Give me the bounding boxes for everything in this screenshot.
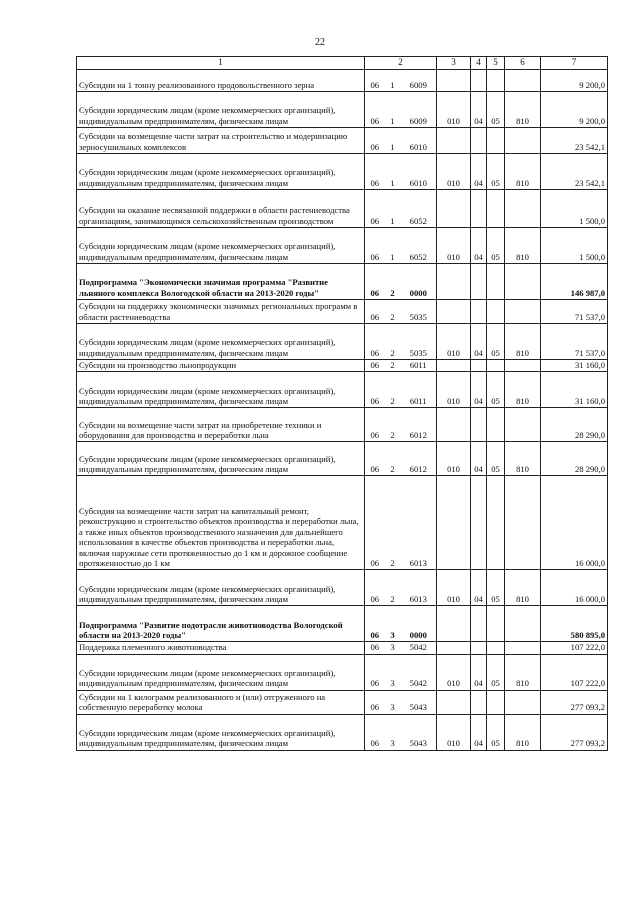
table-row — [77, 372, 608, 408]
row-expense-group: 010 — [437, 324, 471, 360]
row-section: 04 — [471, 570, 487, 606]
row-expense-group: 010 — [437, 714, 471, 750]
table-row — [77, 128, 608, 154]
row-expense-type: 810 — [505, 442, 541, 476]
row-code-direction: 6052 — [401, 228, 437, 264]
row-code-program: 06 — [365, 92, 385, 128]
table-row — [77, 642, 608, 654]
row-section — [471, 476, 487, 570]
table-row — [77, 228, 608, 264]
row-code-direction: 6009 — [401, 70, 437, 92]
row-subsection — [487, 476, 505, 570]
row-subsection: 05 — [487, 442, 505, 476]
table-row — [77, 690, 608, 714]
row-code-program: 06 — [365, 654, 385, 690]
row-expense-type — [505, 408, 541, 442]
row-amount: 1 500,0 — [541, 190, 608, 228]
row-expense-group: 010 — [437, 442, 471, 476]
row-expense-type: 810 — [505, 570, 541, 606]
row-code-direction: 5035 — [401, 300, 437, 324]
row-code-program: 06 — [365, 324, 385, 360]
row-amount: 31 160,0 — [541, 372, 608, 408]
row-code-subprogram: 1 — [385, 92, 401, 128]
row-subsection — [487, 128, 505, 154]
row-code-subprogram: 1 — [385, 128, 401, 154]
row-section: 04 — [471, 654, 487, 690]
row-subsection: 05 — [487, 154, 505, 190]
row-expense-group — [437, 190, 471, 228]
row-section: 04 — [471, 324, 487, 360]
row-name: Субсидии юридическим лицам (кроме некоммерческих организаций), индивидуальным предпринимателям, физическим лицам — [77, 570, 365, 606]
row-subsection: 05 — [487, 714, 505, 750]
row-subsection: 05 — [487, 324, 505, 360]
table-row — [77, 570, 608, 606]
row-expense-group: 010 — [437, 92, 471, 128]
row-section — [471, 606, 487, 642]
row-name: Субсидии на 1 тонну реализованного продовольственного зерна — [77, 70, 365, 92]
row-expense-group — [437, 408, 471, 442]
row-section — [471, 190, 487, 228]
row-code-direction: 6010 — [401, 154, 437, 190]
row-section: 04 — [471, 372, 487, 408]
row-section — [471, 70, 487, 92]
row-code-subprogram: 2 — [385, 570, 401, 606]
row-code-direction: 6052 — [401, 190, 437, 228]
row-code-direction: 5042 — [401, 654, 437, 690]
row-expense-group: 010 — [437, 372, 471, 408]
table-row — [77, 92, 608, 128]
row-code-subprogram: 1 — [385, 70, 401, 92]
row-expense-type — [505, 128, 541, 154]
row-name: Субсидии на возмещение части затрат на приобретение техники и оборудования для производства и переработки льна — [77, 408, 365, 442]
table-row — [77, 606, 608, 642]
row-name: Субсидии на оказание несвязанной поддержки в области растениеводства организациям, занимающимся сельскохозяйственным производством — [77, 190, 365, 228]
row-code-direction: 6009 — [401, 92, 437, 128]
row-section — [471, 360, 487, 372]
row-expense-type — [505, 300, 541, 324]
row-amount: 28 290,0 — [541, 442, 608, 476]
row-expense-type — [505, 264, 541, 300]
row-code-direction: 5042 — [401, 642, 437, 654]
row-amount: 9 200,0 — [541, 70, 608, 92]
row-section — [471, 264, 487, 300]
row-expense-group — [437, 360, 471, 372]
row-code-program: 06 — [365, 228, 385, 264]
row-code-direction: 6012 — [401, 408, 437, 442]
row-code-subprogram: 2 — [385, 360, 401, 372]
row-section — [471, 690, 487, 714]
table-row — [77, 442, 608, 476]
row-code-program: 06 — [365, 70, 385, 92]
row-code-program: 06 — [365, 128, 385, 154]
table-row — [77, 264, 608, 300]
row-code-direction: 6013 — [401, 476, 437, 570]
row-name: Подпрограмма "Развитие подотрасли животноводства Вологодской области на 2013-2020 годы" — [77, 606, 365, 642]
row-name: Подпрограмма "Экономически значимая программа "Развитие льняного комплекса Вологодской области на 2013-2020 годы" — [77, 264, 365, 300]
row-code-program: 06 — [365, 690, 385, 714]
row-subsection: 05 — [487, 372, 505, 408]
row-code-program: 06 — [365, 606, 385, 642]
row-subsection — [487, 606, 505, 642]
row-code-program: 06 — [365, 190, 385, 228]
row-subsection — [487, 408, 505, 442]
row-section: 04 — [471, 92, 487, 128]
row-code-subprogram: 2 — [385, 264, 401, 300]
row-amount: 23 542,1 — [541, 154, 608, 190]
row-name: Субсидии юридическим лицам (кроме некоммерческих организаций), индивидуальным предпринимателям, физическим лицам — [77, 154, 365, 190]
row-expense-type: 810 — [505, 228, 541, 264]
row-amount: 146 987,0 — [541, 264, 608, 300]
row-subsection — [487, 190, 505, 228]
row-code-program: 06 — [365, 154, 385, 190]
table-row — [77, 70, 608, 92]
table-row — [77, 300, 608, 324]
row-code-subprogram: 2 — [385, 324, 401, 360]
table-row — [77, 190, 608, 228]
row-expense-group — [437, 642, 471, 654]
row-code-subprogram: 2 — [385, 476, 401, 570]
row-name: Субсидии юридическим лицам (кроме некоммерческих организаций), индивидуальным предпринимателям, физическим лицам — [77, 92, 365, 128]
row-name: Субсидии на 1 килограмм реализованного и (или) отгруженного на собственную переработку молока — [77, 690, 365, 714]
row-expense-group: 010 — [437, 154, 471, 190]
row-section — [471, 642, 487, 654]
row-expense-group — [437, 128, 471, 154]
row-amount: 31 160,0 — [541, 360, 608, 372]
row-section: 04 — [471, 154, 487, 190]
row-expense-group — [437, 690, 471, 714]
row-subsection — [487, 360, 505, 372]
row-code-program: 06 — [365, 642, 385, 654]
row-name: Поддержка племенного животноводства — [77, 642, 365, 654]
row-code-program: 06 — [365, 264, 385, 300]
row-expense-group — [437, 300, 471, 324]
row-name: Субсидии юридическим лицам (кроме некоммерческих организаций), индивидуальным предпринимателям, физическим лицам — [77, 442, 365, 476]
row-section — [471, 408, 487, 442]
row-expense-type — [505, 476, 541, 570]
row-code-subprogram: 1 — [385, 154, 401, 190]
column-header-3: 3 — [437, 57, 471, 70]
row-code-direction: 5043 — [401, 714, 437, 750]
row-code-subprogram: 3 — [385, 714, 401, 750]
row-expense-type — [505, 190, 541, 228]
column-header-7: 7 — [541, 57, 608, 70]
row-amount: 23 542,1 — [541, 128, 608, 154]
row-code-subprogram: 2 — [385, 372, 401, 408]
row-expense-group: 010 — [437, 570, 471, 606]
row-expense-type: 810 — [505, 92, 541, 128]
row-name: Субсидии юридическим лицам (кроме некоммерческих организаций), индивидуальным предпринимателям, физическим лицам — [77, 714, 365, 750]
row-amount: 16 000,0 — [541, 476, 608, 570]
row-expense-group — [437, 476, 471, 570]
table-row — [77, 714, 608, 750]
row-name: Субсидии юридическим лицам (кроме некоммерческих организаций), индивидуальным предпринимателям, физическим лицам — [77, 228, 365, 264]
column-header-1: 1 — [77, 57, 365, 70]
row-expense-type: 810 — [505, 154, 541, 190]
row-amount: 71 537,0 — [541, 324, 608, 360]
row-name: Субсидии на поддержку экономически значимых региональных программ в области растениеводства — [77, 300, 365, 324]
row-code-direction: 0000 — [401, 264, 437, 300]
row-subsection: 05 — [487, 228, 505, 264]
row-code-subprogram: 1 — [385, 190, 401, 228]
row-expense-group: 010 — [437, 228, 471, 264]
row-expense-type — [505, 642, 541, 654]
row-code-direction: 6011 — [401, 372, 437, 408]
column-header-2: 2 — [365, 57, 437, 70]
table-row — [77, 476, 608, 570]
row-code-program: 06 — [365, 300, 385, 324]
column-header-4: 4 — [471, 57, 487, 70]
row-name: Субсидии юридическим лицам (кроме некоммерческих организаций), индивидуальным предпринимателям, физическим лицам — [77, 654, 365, 690]
row-amount: 107 222,0 — [541, 642, 608, 654]
row-name: Субсидии юридическим лицам (кроме некоммерческих организаций), индивидуальным предпринимателям, физическим лицам — [77, 372, 365, 408]
row-section — [471, 300, 487, 324]
row-expense-group — [437, 70, 471, 92]
row-amount: 16 000,0 — [541, 570, 608, 606]
row-amount: 28 290,0 — [541, 408, 608, 442]
table-row — [77, 324, 608, 360]
row-expense-type: 810 — [505, 372, 541, 408]
row-code-direction: 6012 — [401, 442, 437, 476]
row-expense-group — [437, 264, 471, 300]
table-row — [77, 154, 608, 190]
row-expense-type: 810 — [505, 654, 541, 690]
row-amount: 71 537,0 — [541, 300, 608, 324]
row-subsection: 05 — [487, 654, 505, 690]
row-amount: 1 500,0 — [541, 228, 608, 264]
row-code-direction: 6010 — [401, 128, 437, 154]
budget-table — [76, 56, 608, 751]
row-code-program: 06 — [365, 476, 385, 570]
row-code-direction: 0000 — [401, 606, 437, 642]
row-subsection — [487, 690, 505, 714]
row-expense-type — [505, 690, 541, 714]
row-code-subprogram: 1 — [385, 228, 401, 264]
row-amount: 107 222,0 — [541, 654, 608, 690]
row-expense-group: 010 — [437, 654, 471, 690]
row-subsection: 05 — [487, 92, 505, 128]
table-row — [77, 408, 608, 442]
row-code-program: 06 — [365, 714, 385, 750]
row-amount: 9 200,0 — [541, 92, 608, 128]
row-expense-group — [437, 606, 471, 642]
row-section: 04 — [471, 228, 487, 264]
row-code-direction: 5035 — [401, 324, 437, 360]
row-expense-type — [505, 606, 541, 642]
row-amount: 277 093,2 — [541, 714, 608, 750]
row-name: Субсидии юридическим лицам (кроме некоммерческих организаций), индивидуальным предпринимателям, физическим лицам — [77, 324, 365, 360]
row-code-direction: 5043 — [401, 690, 437, 714]
row-subsection — [487, 642, 505, 654]
table-header-row — [77, 57, 608, 70]
row-code-program: 06 — [365, 442, 385, 476]
row-code-subprogram: 2 — [385, 442, 401, 476]
row-section: 04 — [471, 714, 487, 750]
row-code-program: 06 — [365, 372, 385, 408]
row-code-program: 06 — [365, 570, 385, 606]
row-subsection — [487, 70, 505, 92]
row-code-subprogram: 2 — [385, 408, 401, 442]
page-number: 22 — [315, 37, 325, 48]
row-code-subprogram: 2 — [385, 300, 401, 324]
row-amount: 277 093,2 — [541, 690, 608, 714]
row-expense-type — [505, 360, 541, 372]
row-section — [471, 128, 487, 154]
row-code-subprogram: 3 — [385, 642, 401, 654]
row-section: 04 — [471, 442, 487, 476]
row-expense-type: 810 — [505, 324, 541, 360]
row-subsection — [487, 264, 505, 300]
row-name: Субсидии на возмещение части затрат на строительство и модернизацию зерносушильных комплексов — [77, 128, 365, 154]
row-expense-type — [505, 70, 541, 92]
row-amount: 580 895,0 — [541, 606, 608, 642]
row-code-program: 06 — [365, 408, 385, 442]
row-subsection — [487, 300, 505, 324]
row-name: Субсидии на производство льнопродукции — [77, 360, 365, 372]
row-code-direction: 6011 — [401, 360, 437, 372]
row-name: Субсидия на возмещение части затрат на капитальный ремонт, реконструкцию и строительство объектов производства и переработки льна, а также иных объектов производственного назначения для дальнейшего использования в качестве объектов производства и переработки льна, включая наружные сети протяженностью до 1 км и дорожное сообщение протяженностью до 1 км — [77, 476, 365, 570]
column-header-6: 6 — [505, 57, 541, 70]
row-subsection: 05 — [487, 570, 505, 606]
row-expense-type: 810 — [505, 714, 541, 750]
table-row — [77, 654, 608, 690]
column-header-5: 5 — [487, 57, 505, 70]
row-code-subprogram: 3 — [385, 690, 401, 714]
row-code-subprogram: 3 — [385, 654, 401, 690]
table-row — [77, 360, 608, 372]
row-code-subprogram: 3 — [385, 606, 401, 642]
row-code-program: 06 — [365, 360, 385, 372]
row-code-direction: 6013 — [401, 570, 437, 606]
